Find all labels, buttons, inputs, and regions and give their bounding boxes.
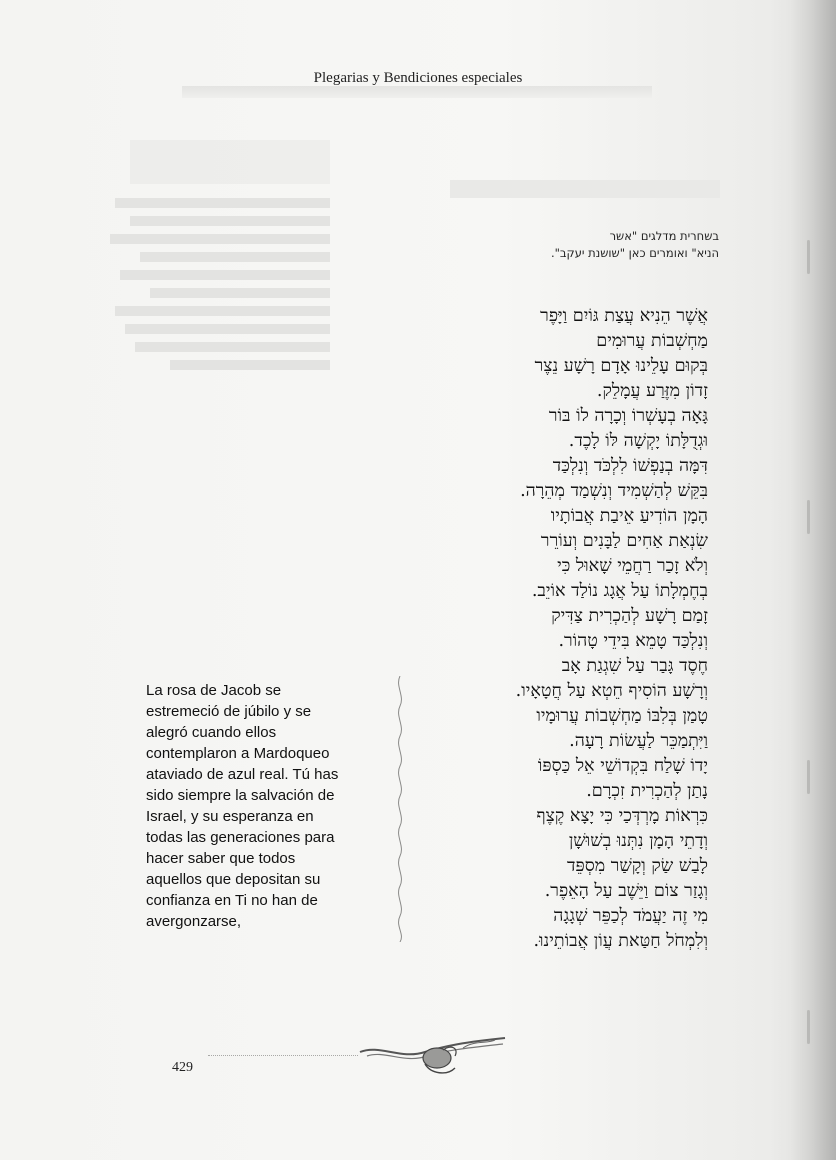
- translation-line: confianza en Ti no han de: [146, 892, 318, 909]
- translation-line: Israel, y su esperanza en: [146, 808, 314, 825]
- translation-line: La rosa de Jacob se: [146, 682, 282, 699]
- page-number: 429: [172, 1060, 193, 1075]
- poem-line: וְלִמְחֹל חַטַּאת עֲוֹן אֲבוֹתֵינוּ.: [533, 931, 708, 951]
- margin-wavy-bracket: [394, 676, 406, 942]
- poem-line: וְלֹא זָכַר רַחֲמֵי שָׁאוּל כִּי: [557, 556, 708, 576]
- running-header: Plegarias y Bendiciones especiales: [313, 70, 523, 86]
- poem-line: יָדוֹ שָׁלַח בִּקְדוֹשֵׁי אֵל כַּסְפּוֹ: [537, 756, 708, 776]
- spanish-translation: [146, 680, 384, 932]
- translation-line: aquellos que depositan su: [146, 871, 321, 888]
- translation-line: sido siempre la salvación de: [146, 787, 335, 804]
- poem-line: טָמַן בְּלִבּוֹ מַחְשְׁבוֹת עֲרוּמָיו: [536, 706, 708, 726]
- translation-line: contemplaron a Mardoqueo: [146, 745, 330, 762]
- translation-line: hacer saber que todos: [146, 850, 296, 867]
- poem-line: בְּקוּם עָלֵינוּ אָדָם רָשָׁע נֵצֶר: [534, 356, 708, 376]
- poem-line: חֶסֶד גָּבַר עַל שִׁגְגַת אָב: [561, 656, 708, 676]
- poem-line: מִי זֶה יַעֲמֹד לְכַפֵּר שְׁגָגָה: [553, 906, 708, 926]
- poem-line: זָדוֹן מִזֶּרַע עֲמָלֵק.: [596, 381, 708, 401]
- translation-line: alegró cuando ellos: [146, 724, 277, 741]
- binding-shadow: [790, 0, 836, 1160]
- hebrew-poem: [420, 304, 708, 954]
- translation-line: avergonzarse,: [146, 913, 242, 930]
- poem-line: וְגָזַר צוֹם וַיֵּשֶׁב עַל הָאֵפֶר.: [544, 881, 708, 901]
- poem-line: נָתַן לְהַכְרִית זִכְרָם.: [586, 781, 708, 801]
- poem-line: לָבַשׁ שַׂק וְקָשַׁר מִסְפֵּד: [567, 856, 708, 876]
- translation-line: ataviado de azul real. Tú has: [146, 766, 339, 783]
- footer-dotted-rule: [208, 1055, 358, 1056]
- poem-line: מַחְשְׁבוֹת עֲרוּמִים: [596, 331, 708, 351]
- instruction-line: בשחרית מדלגים "אשר: [609, 229, 719, 243]
- bleed-through-block: [100, 140, 330, 560]
- poem-line: וְנִלְכַּד טָמֵא בִּידֵי טָהוֹר.: [558, 631, 708, 651]
- poem-line: דִּמָּה בְנַפְשׁוֹ לִלְכֹּד וְנִלְכַּד: [552, 456, 708, 476]
- scroll-ornament-icon: [355, 1030, 510, 1080]
- translation-line: todas las generaciones para: [146, 829, 335, 846]
- poem-line: זָמַם רָשָׁע לְהַכְרִית צַדִּיק: [551, 606, 708, 626]
- header-rule: [182, 86, 652, 98]
- poem-line: הָמָן הוֹדִיעַ אֵיבַת אֲבוֹתָיו: [550, 506, 708, 526]
- poem-line: כִּרְאוֹת מָרְדְּכַי כִּי יָצָא קֶצֶף: [536, 806, 708, 826]
- binding-stitch: [807, 500, 810, 534]
- poem-line: בְחֶמְלָתוֹ עַל אֲגָג נוֹלַד אוֹיֵב.: [531, 581, 708, 601]
- poem-line: וְדָתֵי הָמָן נִתְּנוּ בְשׁוּשָׁן: [568, 831, 708, 851]
- binding-stitch: [807, 240, 810, 274]
- poem-line: גָּאָה בְעָשְׁרוֹ וְכָרָה לוֹ בּוֹר: [548, 406, 708, 426]
- poem-line: אֲשֶׁר הֵנִיא עֲצַת גּוֹיִם וַיָּפֶר: [540, 306, 708, 326]
- translation-line: estremeció de júbilo y se: [146, 703, 312, 720]
- liturgical-instruction: [434, 228, 719, 263]
- poem-line: וּגְדֻלָּתוֹ יָקְשָׁה לּוֹ לָכֶד.: [568, 431, 708, 451]
- poem-line: וַיִּתְמַכֵּר לַעֲשׂוֹת רָעָה.: [569, 731, 708, 751]
- binding-stitch: [807, 1010, 810, 1044]
- instruction-line: הניא" ואומרים כאן "שושנת יעקב".: [550, 246, 719, 261]
- poem-line: בִּקֵּשׁ לְהַשְׁמִיד וְנִשְׁמַד מְהֵרָה.: [520, 481, 708, 501]
- poem-line: וְרָשָׁע הוֹסִיף חֵטְא עַל חֲטָאָיו.: [515, 681, 708, 701]
- poem-line: שִׂנְאַת אַחִים לַבָּנִים וְעוֹרֵר: [540, 531, 708, 551]
- binding-stitch: [807, 760, 810, 794]
